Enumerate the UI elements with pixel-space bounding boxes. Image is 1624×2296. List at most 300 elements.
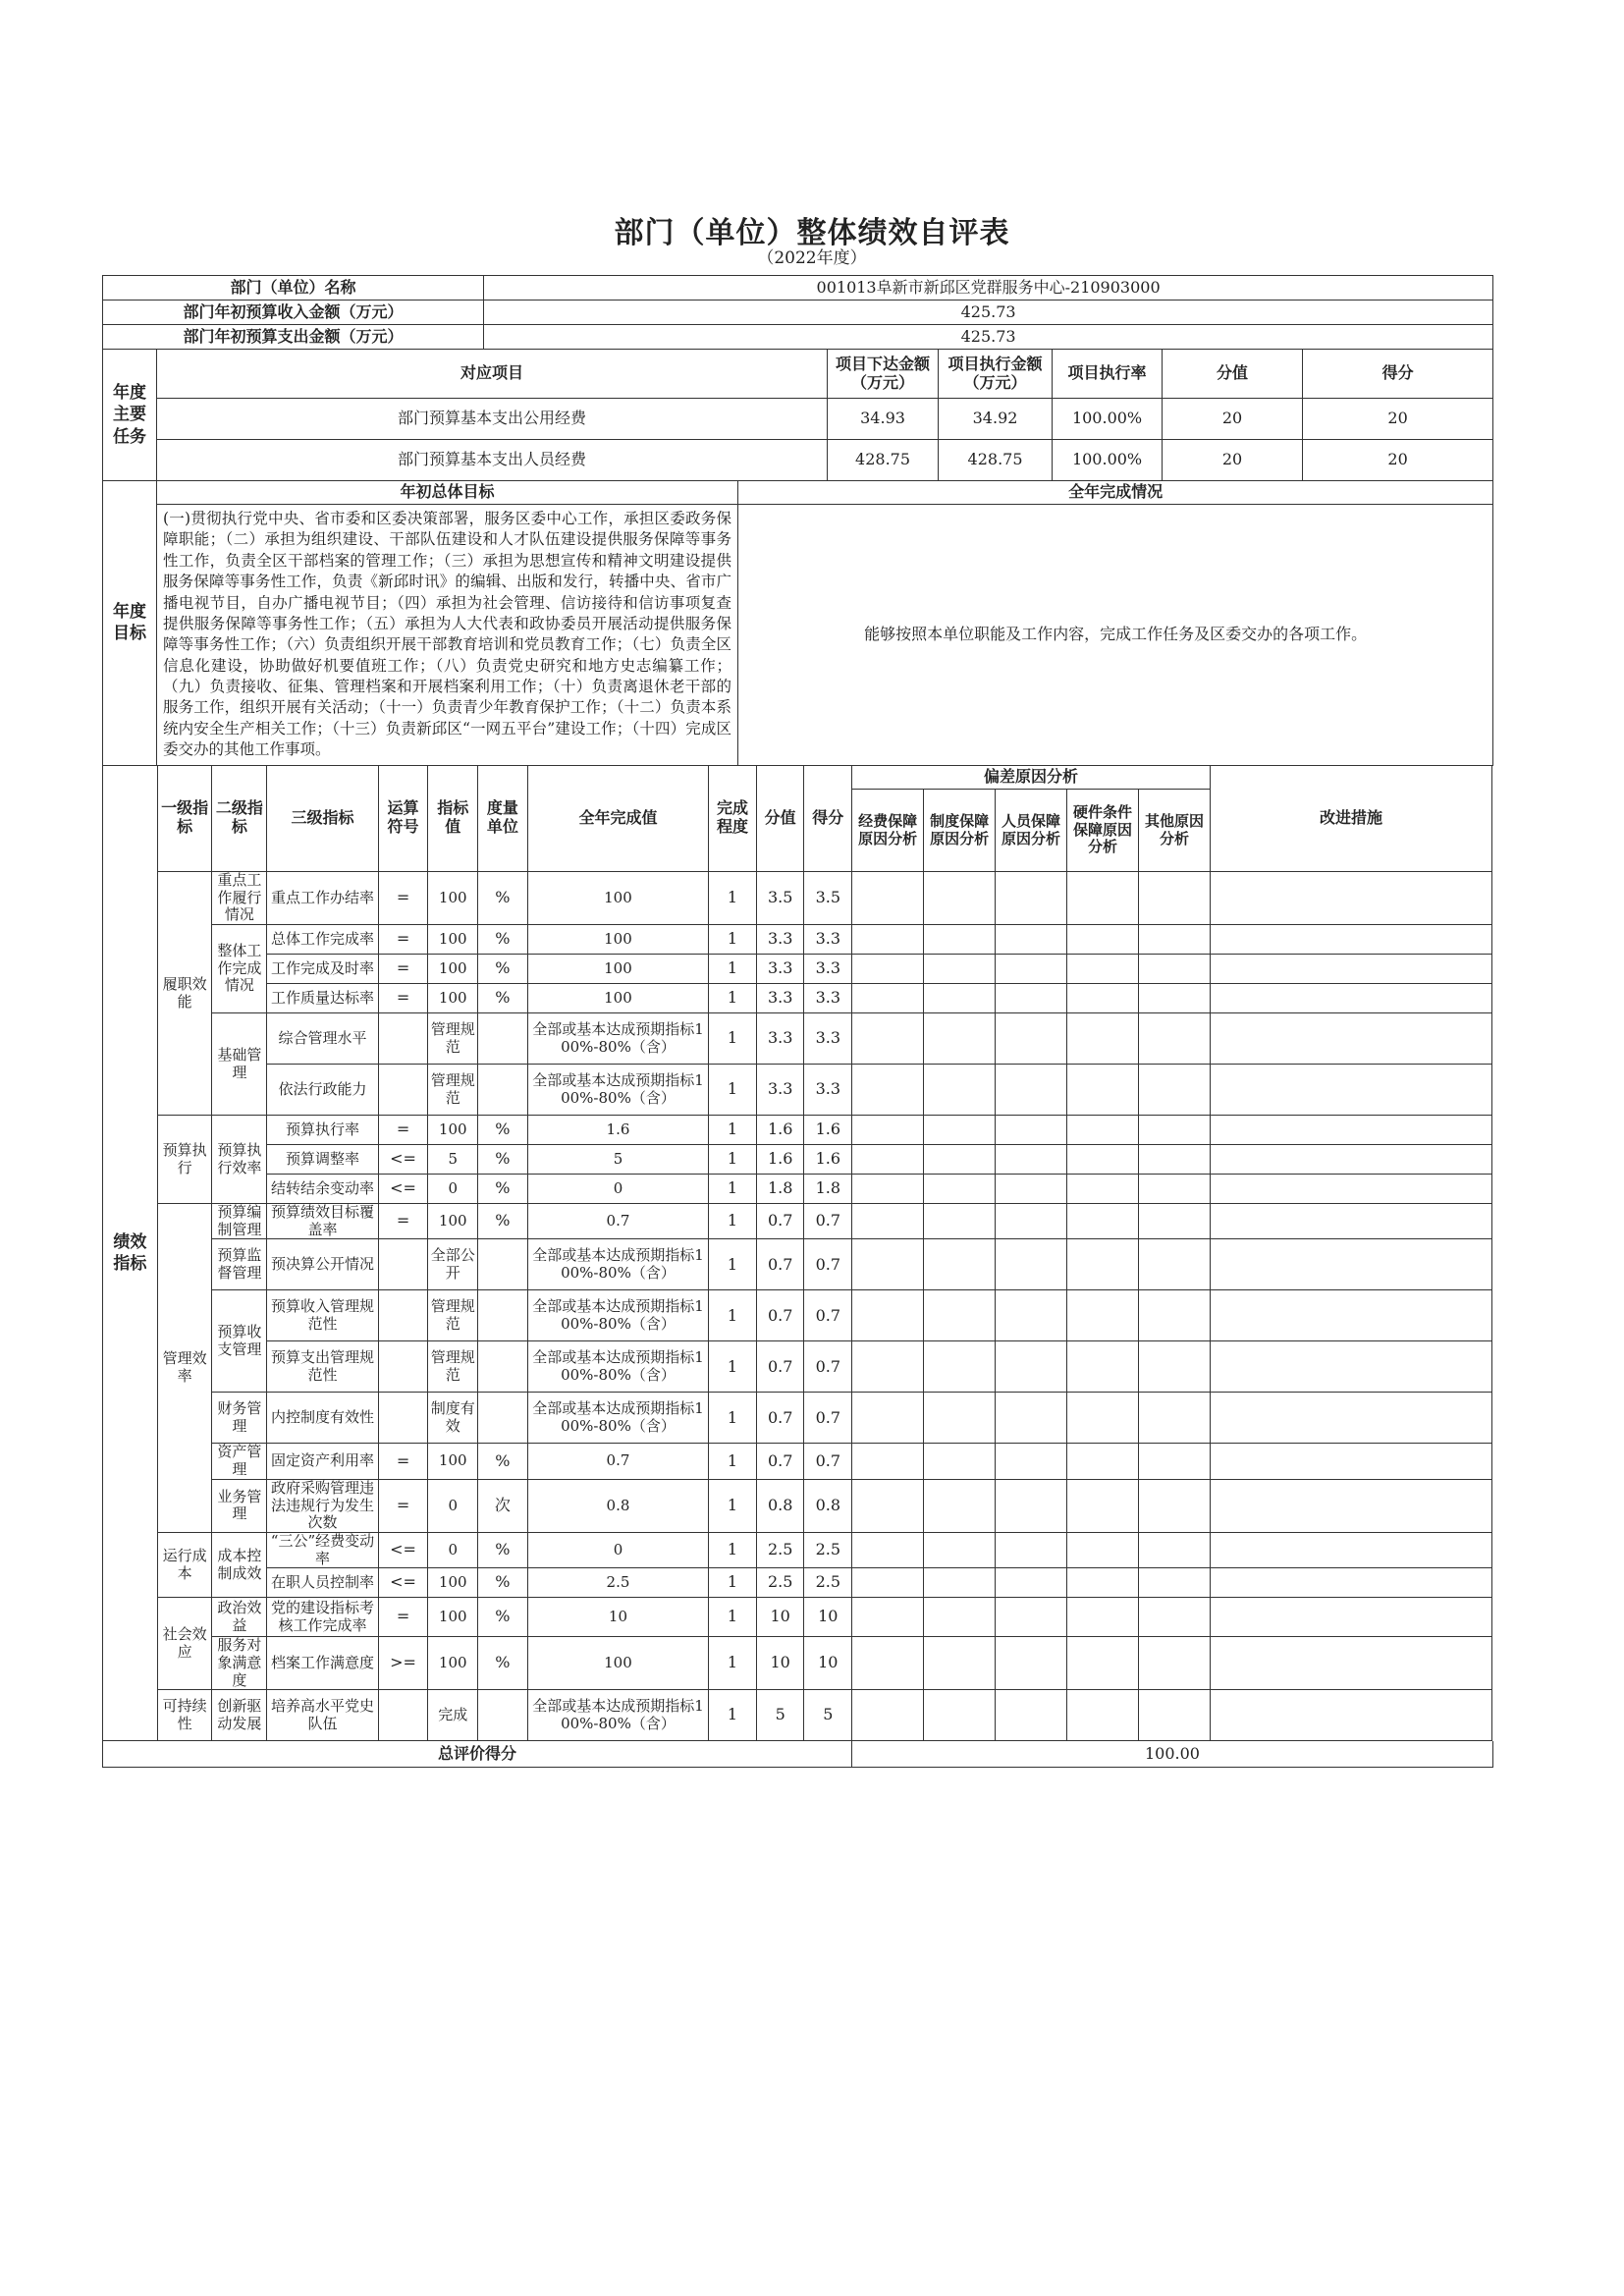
indicator-target: 100 [428,984,478,1013]
deviation-cell [852,1175,924,1204]
improvement-cell [1210,1479,1491,1532]
indicator-level2: 财务管理 [212,1393,267,1444]
deviation-cell [1139,925,1211,955]
deviation-cell [996,984,1067,1013]
indicator-row [103,1116,1492,1145]
improvement-cell [1210,1065,1491,1116]
indicator-actual: 0 [527,1532,708,1567]
tasks-section-label: 年度主要任务 [103,350,157,481]
indicator-completion: 1 [709,1204,757,1239]
deviation-cell [852,1239,924,1290]
task-name: 部门预算基本支出公用经费 [157,399,828,440]
indicator-score-value: 5 [756,1690,804,1741]
deviation-cell [1067,1341,1139,1393]
indicator-score: 0.7 [804,1393,852,1444]
indicator-operator: = [378,1444,428,1479]
indicator-score: 1.6 [804,1116,852,1145]
total-value: 100.00 [852,1741,1493,1767]
indicator-level3: 结转结余变动率 [267,1175,379,1204]
deviation-cell [1139,1116,1211,1145]
indicator-score: 3.3 [804,925,852,955]
indicator-actual: 全部或基本达成预期指标100%-80%（含） [527,1239,708,1290]
indicator-completion: 1 [709,872,757,925]
col-dev-system: 制度保障原因分析 [924,790,996,872]
indicator-unit: % [478,872,528,925]
indicator-score: 3.5 [804,872,852,925]
deviation-cell [924,1568,996,1598]
indicator-score: 0.7 [804,1239,852,1290]
indicator-level3: 预算执行率 [267,1116,379,1145]
indicator-score-value: 3.3 [756,984,804,1013]
indicator-target: 100 [428,1598,478,1637]
indicator-target: 100 [428,1204,478,1239]
budget-income-value: 425.73 [484,301,1493,325]
deviation-cell [924,1204,996,1239]
indicator-target: 100 [428,1444,478,1479]
improvement-cell [1210,925,1491,955]
deviation-cell [852,925,924,955]
indicators-body [103,766,1492,1741]
col-improvement: 改进措施 [1210,766,1491,872]
indicator-operator: <= [378,1175,428,1204]
indicator-score-value: 3.3 [756,925,804,955]
indicator-operator: = [378,1204,428,1239]
deviation-cell [1067,955,1139,984]
indicator-level1: 履职效能 [157,872,212,1116]
deviation-cell [924,1341,996,1393]
indicator-actual: 1.6 [527,1116,708,1145]
indicator-level3: 综合管理水平 [267,1013,379,1065]
total-label: 总评价得分 [103,1741,852,1767]
indicator-score-value: 3.3 [756,1065,804,1116]
indicator-level3: 在职人员控制率 [267,1568,379,1598]
indicator-completion: 1 [709,1341,757,1393]
col-level1: 一级指标 [157,766,212,872]
indicator-operator [378,1393,428,1444]
deviation-cell [1139,1444,1211,1479]
indicator-unit: % [478,1568,528,1598]
deviation-cell [1139,1637,1211,1690]
goals-right-header: 全年完成情况 [738,481,1493,505]
indicator-level2: 服务对象满意度 [212,1637,267,1690]
indicator-level3: 预决算公开情况 [267,1239,379,1290]
deviation-cell [1067,1013,1139,1065]
deviation-cell [1139,1204,1211,1239]
indicator-level3: 内控制度有效性 [267,1393,379,1444]
col-operator: 运算符号 [378,766,428,872]
deviation-cell [1067,1568,1139,1598]
indicator-unit: % [478,1204,528,1239]
indicator-actual: 0.7 [527,1204,708,1239]
tasks-col-rate: 项目执行率 [1053,350,1163,399]
deviation-cell [924,1290,996,1341]
col-dev-staff: 人员保障原因分析 [996,790,1067,872]
improvement-cell [1210,1598,1491,1637]
indicator-row [103,1175,1492,1204]
indicator-operator [378,1341,428,1393]
indicator-completion: 1 [709,1175,757,1204]
deviation-cell [924,1116,996,1145]
budget-expense-label: 部门年初预算支出金额（万元） [103,325,484,350]
col-dev-funding: 经费保障原因分析 [852,790,924,872]
indicator-target: 完成 [428,1690,478,1741]
deviation-cell [852,1065,924,1116]
indicator-operator [378,1065,428,1116]
indicator-level2: 预算收支管理 [212,1290,267,1393]
indicator-actual: 0.8 [527,1479,708,1532]
deviation-cell [1067,1204,1139,1239]
deviation-cell [852,1637,924,1690]
indicator-completion: 1 [709,1239,757,1290]
task-score: 20 [1303,440,1493,481]
deviation-cell [924,1479,996,1532]
indicator-unit [478,1690,528,1741]
indicators-header-row [103,766,1492,790]
deviation-cell [1139,1393,1211,1444]
deviation-cell [1067,925,1139,955]
indicator-score: 0.7 [804,1290,852,1341]
col-dev-hardware: 硬件条件保障原因分析 [1067,790,1139,872]
tasks-col-score-value: 分值 [1163,350,1303,399]
deviation-cell [852,1290,924,1341]
goals-completion: 能够按照本单位职能及工作内容，完成工作任务及区委交办的各项工作。 [738,505,1493,766]
improvement-cell [1210,1239,1491,1290]
indicator-completion: 1 [709,1532,757,1567]
indicator-score-value: 0.7 [756,1290,804,1341]
indicator-score: 3.3 [804,955,852,984]
deviation-cell [924,872,996,925]
indicator-target: 0 [428,1532,478,1567]
indicator-score: 2.5 [804,1532,852,1567]
deviation-cell [996,1013,1067,1065]
indicator-completion: 1 [709,1568,757,1598]
indicator-unit [478,1013,528,1065]
indicator-row [103,1568,1492,1598]
indicator-operator: = [378,955,428,984]
indicator-completion: 1 [709,1479,757,1532]
deviation-cell [996,1479,1067,1532]
improvement-cell [1210,1204,1491,1239]
indicator-unit: % [478,1175,528,1204]
task-executed: 428.75 [939,440,1053,481]
indicator-score-value: 0.7 [756,1393,804,1444]
deviation-cell [1067,1145,1139,1175]
indicator-level2: 预算监督管理 [212,1239,267,1290]
col-score-value: 分值 [756,766,804,872]
indicator-target: 0 [428,1175,478,1204]
indicator-level1: 可持续性 [157,1690,212,1741]
deviation-cell [996,1690,1067,1741]
indicator-actual: 100 [527,872,708,925]
goals-content-row [103,505,1493,766]
indicator-operator: = [378,1116,428,1145]
tasks-header-row [103,350,1493,399]
indicator-score-value: 2.5 [756,1532,804,1567]
indicator-level3: 预算支出管理规范性 [267,1341,379,1393]
indicator-actual: 100 [527,925,708,955]
goals-header-row [103,481,1493,505]
deviation-cell [996,1204,1067,1239]
indicator-row [103,1598,1492,1637]
summary-table [102,275,1493,766]
deviation-cell [996,872,1067,925]
indicator-target: 100 [428,925,478,955]
improvement-cell [1210,1013,1491,1065]
improvement-cell [1210,1690,1491,1741]
deviation-cell [1139,955,1211,984]
deviation-cell [996,1290,1067,1341]
indicator-row [103,1690,1492,1741]
indicator-score-value: 1.6 [756,1116,804,1145]
deviation-cell [1139,1145,1211,1175]
indicator-actual: 5 [527,1145,708,1175]
deviation-cell [1067,1290,1139,1341]
col-score: 得分 [804,766,852,872]
deviation-cell [1139,1013,1211,1065]
deviation-cell [1067,1532,1139,1567]
indicator-operator: = [378,925,428,955]
task-score-value: 20 [1163,399,1303,440]
indicator-target: 5 [428,1145,478,1175]
improvement-cell [1210,1532,1491,1567]
deviation-cell [1139,1065,1211,1116]
deviation-cell [1067,1479,1139,1532]
deviation-cell [1067,1116,1139,1145]
indicator-level3: 预算绩效目标覆盖率 [267,1204,379,1239]
indicator-operator [378,1239,428,1290]
deviation-cell [852,1341,924,1393]
deviation-cell [1139,1532,1211,1567]
improvement-cell [1210,984,1491,1013]
deviation-cell [1139,1290,1211,1341]
indicator-actual: 0.7 [527,1444,708,1479]
indicator-target: 100 [428,1637,478,1690]
indicator-level3: 工作质量达标率 [267,984,379,1013]
indicator-level2: 政治效益 [212,1598,267,1637]
indicator-completion: 1 [709,1690,757,1741]
page-title: 部门（单位）整体绩效自评表 [614,216,1010,250]
indicator-score-value: 0.7 [756,1341,804,1393]
deviation-cell [996,955,1067,984]
indicator-level1: 社会效应 [157,1598,212,1690]
indicator-level1: 运行成本 [157,1532,212,1597]
indicator-actual: 全部或基本达成预期指标100%-80%（含） [527,1393,708,1444]
indicator-level3: 预算调整率 [267,1145,379,1175]
indicator-completion: 1 [709,1637,757,1690]
unit-name-label: 部门（单位）名称 [103,276,484,301]
deviation-cell [852,1145,924,1175]
task-issued: 34.93 [828,399,939,440]
goals-text: (一)贯彻执行党中央、省市委和区委决策部署，服务区委中心工作，承担区委政务保障职能；（二）承担为组织建设、干部队伍建设和人才队伍建设提供服务保障等事务性工作，负责全区干部档案的管理工作；（三）承担为思想宣传和精神文明建设提供服务保障等事务性工作，负责《新邱时讯》的编辑、出版和发行，转播中央、省市广播电视节目，自办广播电视节目；（四）承担为社会管理、信访接待和信访事项复查提供服务保障等事务性工作；（五）承担为人大代表和政协委员开展活动提供服务保障等事务性工作；（六）负责组织开展干部教育培训和党员教育工作；（七）负责全区信息化建设，协助做好机要值班工作；（八）负责党史研究和地方史志编纂工作；（九）负责接收、征集、管理档案和开展档案利用工作；（十）负责离退休老干部的服务工作，组织开展有关活动；（十一）负责青少年教育保护工作；（十二）负责本系统内安全生产相关工作；（十三）负责新邱区“一网五平台”建设工作；（十四）完成区委交办的其他工作事项。 [157,505,738,766]
indicator-row [103,984,1492,1013]
indicator-completion: 1 [709,925,757,955]
deviation-cell [924,1637,996,1690]
indicator-score: 5 [804,1690,852,1741]
deviation-cell [852,1690,924,1741]
indicator-score-value: 0.7 [756,1204,804,1239]
indicator-actual: 全部或基本达成预期指标100%-80%（含） [527,1065,708,1116]
indicator-score: 10 [804,1637,852,1690]
indicator-operator: = [378,872,428,925]
indicator-completion: 1 [709,1598,757,1637]
indicator-actual: 全部或基本达成预期指标100%-80%（含） [527,1290,708,1341]
indicator-target: 100 [428,1116,478,1145]
deviation-cell [996,1598,1067,1637]
task-score: 20 [1303,399,1493,440]
indicator-unit [478,1290,528,1341]
indicator-score: 3.3 [804,984,852,1013]
deviation-cell [1067,1637,1139,1690]
indicator-row [103,1013,1492,1065]
indicator-unit: % [478,1637,528,1690]
deviation-cell [852,1568,924,1598]
improvement-cell [1210,1175,1491,1204]
indicator-row [103,1065,1492,1116]
col-level3: 三级指标 [267,766,379,872]
indicator-level3: 政府采购管理违法违规行为发生次数 [267,1479,379,1532]
indicator-completion: 1 [709,1444,757,1479]
task-rate: 100.00% [1053,440,1163,481]
indicator-row [103,925,1492,955]
deviation-cell [1139,1175,1211,1204]
indicator-level3: 依法行政能力 [267,1065,379,1116]
deviation-cell [996,1637,1067,1690]
indicator-unit: % [478,1598,528,1637]
indicator-score-value: 3.3 [756,955,804,984]
indicator-level2: 预算编制管理 [212,1204,267,1239]
deviation-cell [996,1145,1067,1175]
deviation-cell [1067,1444,1139,1479]
indicator-completion: 1 [709,1290,757,1341]
deviation-cell [1139,1598,1211,1637]
indicator-target: 100 [428,955,478,984]
indicator-completion: 1 [709,1116,757,1145]
deviation-cell [852,1116,924,1145]
indicator-actual: 全部或基本达成预期指标100%-80%（含） [527,1341,708,1393]
col-target: 指标值 [428,766,478,872]
tasks-col-project: 对应项目 [157,350,828,399]
improvement-cell [1210,1637,1491,1690]
indicator-score-value: 10 [756,1598,804,1637]
indicator-actual: 全部或基本达成预期指标100%-80%（含） [527,1690,708,1741]
indicator-row [103,1393,1492,1444]
indicator-row [103,1444,1492,1479]
indicator-score: 0.7 [804,1204,852,1239]
improvement-cell [1210,872,1491,925]
total-table [102,1741,1493,1768]
indicator-operator: >= [378,1637,428,1690]
indicator-row [103,1637,1492,1690]
deviation-cell [1139,1239,1211,1290]
indicators-table [102,766,1492,1742]
indicator-operator: = [378,1598,428,1637]
indicator-unit: % [478,925,528,955]
deviation-cell [852,984,924,1013]
deviation-cell [852,1393,924,1444]
deviation-cell [924,925,996,955]
indicator-score: 2.5 [804,1568,852,1598]
deviation-cell [996,1175,1067,1204]
improvement-cell [1210,1290,1491,1341]
indicator-level3: 工作完成及时率 [267,955,379,984]
indicator-score-value: 2.5 [756,1568,804,1598]
indicator-level2: 资产管理 [212,1444,267,1479]
indicator-unit [478,1239,528,1290]
deviation-cell [924,1444,996,1479]
deviation-cell [996,925,1067,955]
deviation-cell [996,1239,1067,1290]
deviation-cell [924,1532,996,1567]
unit-name-value: 001013阜新市新邱区党群服务中心-210903000 [484,276,1493,301]
deviation-cell [924,955,996,984]
indicator-level3: 总体工作完成率 [267,925,379,955]
indicator-unit: 次 [478,1479,528,1532]
col-actual: 全年完成值 [527,766,708,872]
indicator-score-value: 1.8 [756,1175,804,1204]
indicator-score: 0.7 [804,1444,852,1479]
indicator-completion: 1 [709,984,757,1013]
indicator-row [103,1204,1492,1239]
deviation-cell [852,1532,924,1567]
indicator-completion: 1 [709,1065,757,1116]
budget-income-label: 部门年初预算收入金额（万元） [103,301,484,325]
indicator-operator: <= [378,1568,428,1598]
indicators-section-label: 绩效指标 [103,766,158,1741]
task-row [103,399,1493,440]
indicator-completion: 1 [709,1013,757,1065]
indicator-score-value: 1.6 [756,1145,804,1175]
improvement-cell [1210,1393,1491,1444]
indicator-row [103,1341,1492,1393]
indicator-actual: 2.5 [527,1568,708,1598]
deviation-cell [1139,1479,1211,1532]
deviation-cell [1067,1393,1139,1444]
indicator-unit: % [478,955,528,984]
indicator-row [103,955,1492,984]
indicator-row [103,1479,1492,1532]
indicator-level2: 创新驱动发展 [212,1690,267,1741]
deviation-cell [852,872,924,925]
budget-expense-value: 425.73 [484,325,1493,350]
indicator-unit: % [478,984,528,1013]
deviation-cell [924,1393,996,1444]
indicator-actual: 0 [527,1175,708,1204]
tasks-col-issued: 项目下达金额（万元） [828,350,939,399]
task-name: 部门预算基本支出人员经费 [157,440,828,481]
deviation-cell [1067,1598,1139,1637]
indicator-row [103,872,1492,925]
indicator-operator: = [378,1479,428,1532]
indicator-score-value: 0.7 [756,1239,804,1290]
deviation-cell [852,955,924,984]
indicator-actual: 100 [527,1637,708,1690]
improvement-cell [1210,1444,1491,1479]
col-level2: 二级指标 [212,766,267,872]
improvement-cell [1210,1568,1491,1598]
task-row [103,440,1493,481]
indicator-level3: 重点工作办结率 [267,872,379,925]
task-executed: 34.92 [939,399,1053,440]
indicator-unit [478,1393,528,1444]
goals-left-header: 年初总体目标 [157,481,738,505]
indicator-unit [478,1341,528,1393]
deviation-cell [924,1690,996,1741]
page-subtitle-year: （2022年度） [757,248,867,268]
indicator-completion: 1 [709,1393,757,1444]
indicator-level1: 预算执行 [157,1116,212,1204]
indicator-operator [378,1690,428,1741]
budget-expense-row [103,325,1493,350]
